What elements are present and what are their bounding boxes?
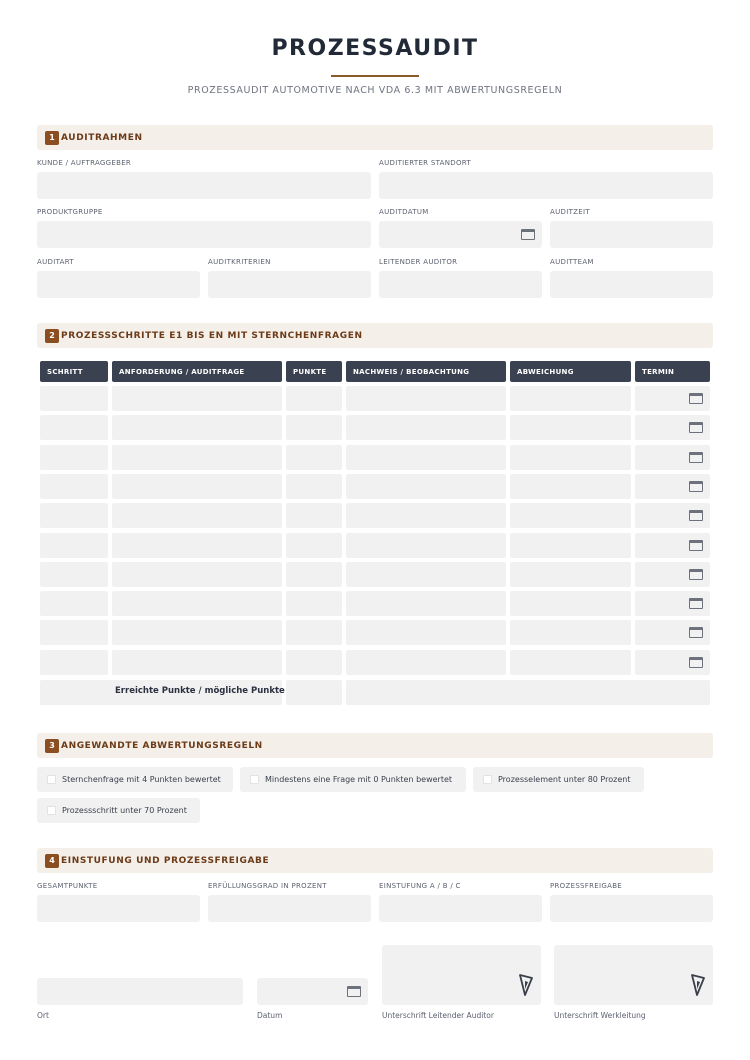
anforderung-cell[interactable]	[112, 503, 282, 528]
termin-cell[interactable]	[635, 591, 710, 616]
erfuellungsgrad-field[interactable]	[208, 895, 371, 922]
abweichung-cell[interactable]	[510, 533, 631, 558]
anforderung-cell[interactable]	[112, 445, 282, 470]
schritt-cell[interactable]	[40, 620, 108, 645]
page-subtitle: PROZESSAUDIT AUTOMOTIVE NACH VDA 6.3 MIT ABWERTUNGSREGELN	[187, 85, 563, 96]
gesamtpunkte-label: GESAMTPUNKTE	[37, 882, 98, 890]
calendar-icon[interactable]	[689, 481, 703, 492]
schritt-cell[interactable]	[40, 415, 108, 440]
anforderung-cell[interactable]	[112, 562, 282, 587]
abweichung-cell[interactable]	[510, 474, 631, 499]
auditkriterien-label: AUDITKRITERIEN	[208, 258, 271, 266]
nachweis-cell[interactable]	[346, 650, 506, 675]
sum-remarks-cell[interactable]	[346, 680, 710, 705]
nachweis-cell[interactable]	[346, 533, 506, 558]
auditor-signature-label: Unterschrift Leitender Auditor	[382, 1011, 494, 1020]
werkleitung-signature-field[interactable]	[554, 945, 713, 1005]
sum-label: Erreichte Punkte / mögliche Punkte	[115, 686, 285, 696]
rule-checkbox-4[interactable]	[37, 798, 200, 823]
datum-label: Datum	[257, 1011, 283, 1020]
auditteam-field[interactable]	[550, 271, 713, 298]
section-title: PROZESSSCHRITTE E1 BIS EN MIT STERNCHENFRAGEN	[61, 330, 363, 341]
anforderung-cell[interactable]	[112, 591, 282, 616]
freigabe-field[interactable]	[550, 895, 713, 922]
termin-cell[interactable]	[635, 445, 710, 470]
calendar-icon[interactable]	[689, 627, 703, 638]
col-header-anforderung: ANFORDERUNG / AUDITFRAGE	[112, 361, 282, 382]
produktgruppe-field[interactable]	[37, 221, 371, 248]
anforderung-cell[interactable]	[112, 533, 282, 558]
auditzeit-label: AUDITZEIT	[550, 208, 590, 216]
title-divider	[331, 75, 419, 77]
nachweis-cell[interactable]	[346, 591, 506, 616]
calendar-icon[interactable]	[689, 598, 703, 609]
rule-label: Prozesselement unter 80 Prozent	[498, 775, 631, 784]
gesamtpunkte-field[interactable]	[37, 895, 200, 922]
punkte-cell[interactable]	[286, 415, 342, 440]
auditdatum-field[interactable]	[379, 221, 542, 248]
auditor-signature-field[interactable]	[382, 945, 541, 1005]
schritt-cell[interactable]	[40, 650, 108, 675]
calendar-icon[interactable]	[689, 422, 703, 433]
nachweis-cell[interactable]	[346, 620, 506, 645]
anforderung-cell[interactable]	[112, 474, 282, 499]
freigabe-label: PROZESSFREIGABE	[550, 882, 623, 890]
auditkriterien-field[interactable]	[208, 271, 371, 298]
checkbox[interactable]	[250, 775, 259, 784]
einstufung-label: EINSTUFUNG A / B / C	[379, 882, 461, 890]
schritt-cell[interactable]	[40, 533, 108, 558]
punkte-cell[interactable]	[286, 386, 342, 411]
termin-cell[interactable]	[635, 533, 710, 558]
col-header-nachweis: NACHWEIS / BEOBACHTUNG	[346, 361, 506, 382]
kunde-label: KUNDE / AUFTRAGGEBER	[37, 159, 132, 167]
nachweis-cell[interactable]	[346, 415, 506, 440]
produktgruppe-label: PRODUKTGRUPPE	[37, 208, 103, 216]
nachweis-cell[interactable]	[346, 445, 506, 470]
punkte-cell[interactable]	[286, 591, 342, 616]
auditteam-label: AUDITTEAM	[550, 258, 594, 266]
anforderung-cell[interactable]	[112, 650, 282, 675]
auditzeit-field[interactable]	[550, 221, 713, 248]
termin-cell[interactable]	[635, 415, 710, 440]
col-header-termin: TERMIN	[635, 361, 710, 382]
standort-label: AUDITIERTER STANDORT	[379, 159, 472, 167]
section-2-header	[37, 323, 713, 348]
punkte-cell[interactable]	[286, 474, 342, 499]
abweichung-cell[interactable]	[510, 503, 631, 528]
calendar-icon[interactable]	[689, 393, 703, 404]
abweichung-cell[interactable]	[510, 620, 631, 645]
rule-label: Prozessschritt unter 70 Prozent	[62, 806, 187, 815]
anforderung-cell[interactable]	[112, 620, 282, 645]
schritt-cell[interactable]	[40, 386, 108, 411]
nachweis-cell[interactable]	[346, 474, 506, 499]
nachweis-cell[interactable]	[346, 386, 506, 411]
datum-field[interactable]	[257, 978, 368, 1005]
punkte-cell[interactable]	[286, 650, 342, 675]
punkte-cell[interactable]	[286, 562, 342, 587]
abweichung-cell[interactable]	[510, 650, 631, 675]
section-title: EINSTUFUNG UND PROZESSFREIGABE	[61, 855, 270, 866]
termin-cell[interactable]	[635, 562, 710, 587]
kunde-field[interactable]	[37, 172, 371, 199]
termin-cell[interactable]	[635, 650, 710, 675]
rule-checkbox-2[interactable]	[240, 767, 466, 792]
abweichung-cell[interactable]	[510, 415, 631, 440]
nachweis-cell[interactable]	[346, 562, 506, 587]
termin-cell[interactable]	[635, 474, 710, 499]
schritt-cell[interactable]	[40, 445, 108, 470]
einstufung-field[interactable]	[379, 895, 542, 922]
calendar-icon[interactable]	[689, 657, 703, 668]
termin-cell[interactable]	[635, 503, 710, 528]
termin-cell[interactable]	[635, 386, 710, 411]
calendar-icon[interactable]	[689, 452, 703, 463]
section-title: AUDITRAHMEN	[61, 132, 143, 143]
ort-label: Ort	[37, 1011, 49, 1020]
section-1-header	[37, 125, 713, 150]
standort-field[interactable]	[379, 172, 713, 199]
rule-checkbox-1[interactable]	[37, 767, 233, 792]
checkbox[interactable]	[47, 775, 56, 784]
punkte-cell[interactable]	[286, 533, 342, 558]
anforderung-cell[interactable]	[112, 415, 282, 440]
pen-icon	[690, 973, 706, 997]
section-title: ANGEWANDTE ABWERTUNGSREGELN	[61, 740, 263, 751]
abweichung-cell[interactable]	[510, 386, 631, 411]
section-number: 2	[45, 329, 59, 343]
calendar-icon[interactable]	[521, 229, 535, 240]
punkte-cell[interactable]	[286, 503, 342, 528]
col-header-punkte: PUNKTE	[286, 361, 342, 382]
anforderung-cell[interactable]	[112, 386, 282, 411]
schritt-cell[interactable]	[40, 562, 108, 587]
calendar-icon[interactable]	[689, 510, 703, 521]
abweichung-cell[interactable]	[510, 445, 631, 470]
auditart-label: AUDITART	[37, 258, 74, 266]
rule-label: Sternchenfrage mit 4 Punkten bewertet	[62, 775, 221, 784]
punkte-cell[interactable]	[286, 620, 342, 645]
calendar-icon[interactable]	[689, 540, 703, 551]
erfuellungsgrad-label: ERFÜLLUNGSGRAD IN PROZENT	[208, 882, 327, 890]
checkbox[interactable]	[47, 806, 56, 815]
checkbox[interactable]	[483, 775, 492, 784]
leitender-auditor-label: LEITENDER AUDITOR	[379, 258, 458, 266]
termin-cell[interactable]	[635, 620, 710, 645]
calendar-icon[interactable]	[689, 569, 703, 580]
section-4-header	[37, 848, 713, 873]
calendar-icon[interactable]	[347, 986, 361, 997]
page-title: PROZESSAUDIT	[271, 36, 479, 61]
sum-points-cell[interactable]	[286, 680, 342, 705]
nachweis-cell[interactable]	[346, 503, 506, 528]
abweichung-cell[interactable]	[510, 562, 631, 587]
auditdatum-label: AUDITDATUM	[379, 208, 429, 216]
rule-label: Mindestens eine Frage mit 0 Punkten bewertet	[265, 775, 453, 784]
ort-field[interactable]	[37, 978, 243, 1005]
col-header-abweichung: ABWEICHUNG	[510, 361, 631, 382]
section-3-header	[37, 733, 713, 758]
auditart-field[interactable]	[37, 271, 200, 298]
punkte-cell[interactable]	[286, 445, 342, 470]
section-number: 3	[45, 739, 59, 753]
abweichung-cell[interactable]	[510, 591, 631, 616]
col-header-schritt: SCHRITT	[40, 361, 108, 382]
leitender-auditor-field[interactable]	[379, 271, 542, 298]
schritt-cell[interactable]	[40, 503, 108, 528]
section-number: 4	[45, 854, 59, 868]
section-number: 1	[45, 131, 59, 145]
schritt-cell[interactable]	[40, 591, 108, 616]
schritt-cell[interactable]	[40, 474, 108, 499]
werkleitung-signature-label: Unterschrift Werkleitung	[554, 1011, 646, 1020]
pen-icon	[518, 973, 534, 997]
rule-checkbox-3[interactable]	[473, 767, 644, 792]
